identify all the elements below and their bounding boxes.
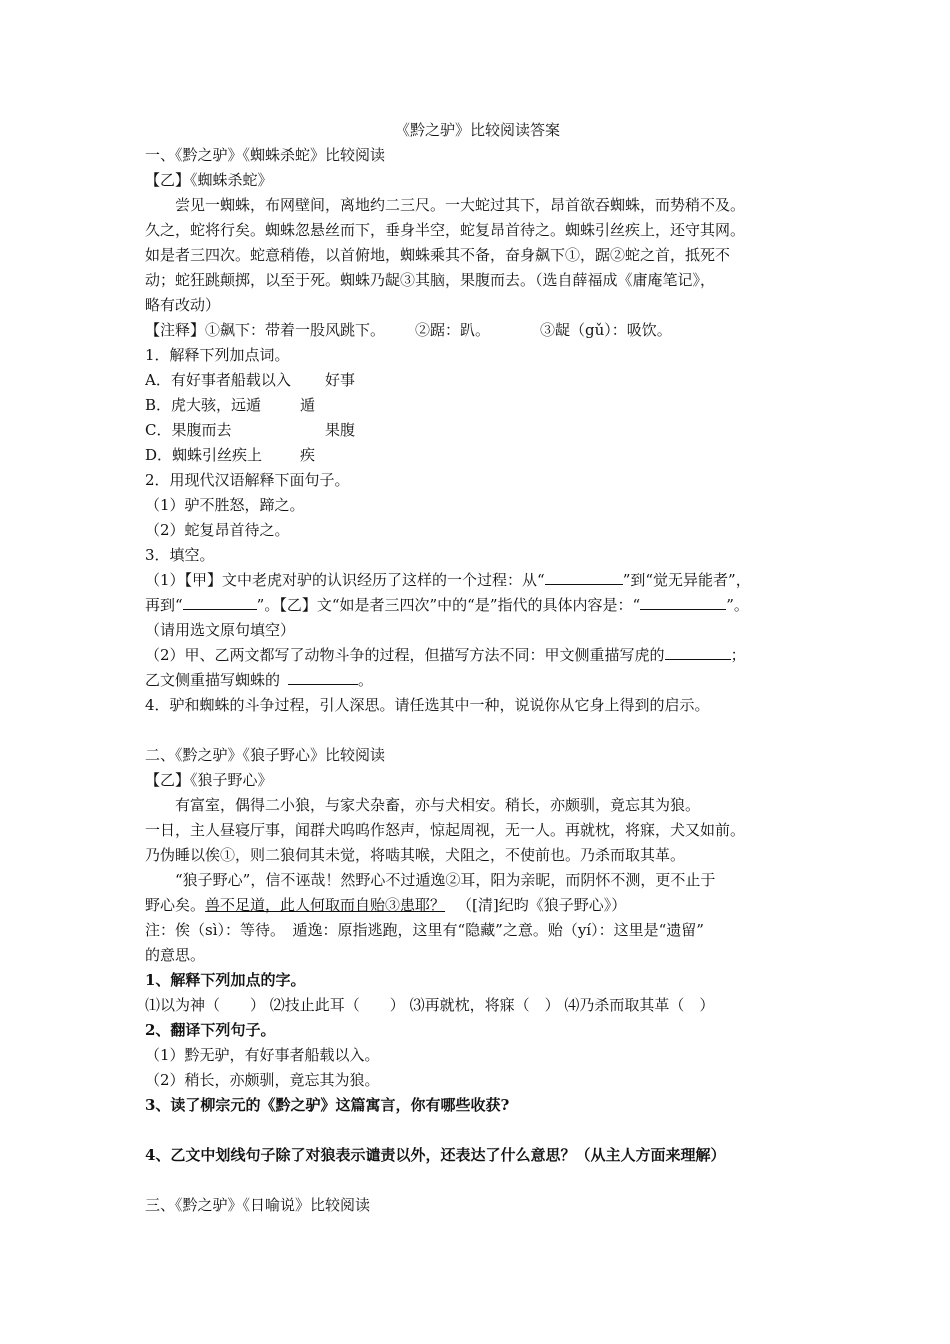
section3-heading: 三、《黔之驴》《日喻说》比较阅读 [145, 1196, 371, 1214]
question-1-items: ⑴以为神（ ） ⑵技止此耳（ ） ⑶再就枕，将寐（ ） ⑷乃杀而取其革（ ） [145, 996, 715, 1014]
answer-blank[interactable] [640, 595, 726, 610]
section2-passage-line: 有富室，偶得二小狼，与家犬杂畜，亦与犬相安。稍长，亦颇驯，竟忘其为狼。 [175, 796, 701, 814]
question-2-item: （1）黔无驴，有好事者船载以入。 [145, 1046, 380, 1064]
section1-passage-line: 略有改动） [145, 296, 221, 314]
question-2-item: （1）驴不胜怒，蹄之。 [145, 496, 305, 514]
question-2: 2．用现代汉语解释下面句子。 [145, 471, 350, 489]
note-item: 【注释】①飙下：带着一股风跳下。 [145, 321, 386, 339]
answer-blank[interactable] [288, 670, 358, 685]
section1-passage-line: 动；蛇狂跳颠掷，以至于死。蜘蛛乃龊③其脑，果腹而去。（选自薛福成《庸庵笔记》， [145, 271, 716, 289]
question-3: 3．填空。 [145, 546, 215, 564]
section1-passage-line: 如是者三四次。蛇意稍倦，以首俯地，蜘蛛乘其不备，奋身飙下①，踞②蛇之首，抵死不 [145, 246, 731, 264]
question-2-item: （2）蛇复昂首待之。 [145, 521, 290, 539]
section2-notes: 注：俟（sì）：等待。 遁逸：原指逃跑，这里有“隐藏”之意。贻（yí）：这里是“遗留” [145, 921, 704, 939]
source-citation: （[清]纪昀《狼子野心》） [457, 896, 627, 914]
note-item: ③龊（gǔ）：吸饮。 [540, 321, 672, 339]
answer-blank[interactable] [665, 645, 731, 660]
section1-notes [145, 318, 810, 343]
question-3-line: （请用选文原句填空） [145, 621, 296, 639]
answer-blank[interactable] [545, 570, 623, 585]
question-1: 1、解释下列加点的字。 [145, 971, 306, 989]
section1-subtitle: 【乙】《蜘蛛杀蛇》 [145, 171, 273, 189]
question-1-item: D．蜘蛛引丝疾上 疾 [145, 446, 316, 464]
question-1-item: A．有好事者船载以入 好事 [145, 371, 356, 389]
underlined-sentence: 兽不足道，此人何取而自贻③患耶？ [205, 896, 446, 914]
question-4: 4．驴和蜘蛛的斗争过程，引人深思。请任选其中一种，说说你从它身上得到的启示。 [145, 696, 710, 714]
question-1-item: C．果腹而去 果腹 [145, 421, 356, 439]
question-2: 2、翻译下列句子。 [145, 1021, 276, 1039]
section1-heading: 一、《黔之驴》《蜘蛛杀蛇》比较阅读 [145, 146, 386, 164]
question-3: 3、读了柳宗元的《黔之驴》这篇寓言，你有哪些收获? [145, 1096, 510, 1114]
question-1-item: B．虎大骇，远遁 遁 [145, 396, 316, 414]
section2-heading: 二、《黔之驴》《狼子野心》比较阅读 [145, 746, 386, 764]
question-3-line: （1）【甲】文中老虎对驴的认识经历了这样的一个过程：从“ ”到“觉无异能者”， [145, 571, 751, 589]
section2-passage-line: 野心矣。兽不足道，此人何取而自贻③患耶？ （[清]纪昀《狼子野心》） [145, 896, 627, 914]
question-3-line: 再到“ ”。【乙】文“如是者三四次”中的“是”指代的具体内容是：“ ”。 [145, 596, 749, 614]
note-item: ②踞：趴。 [415, 321, 491, 339]
section1-passage-line: 尝见一蜘蛛，布网壁间，离地约二三尺。一大蛇过其下，昂首欲吞蜘蛛，而势稍不及。 [175, 196, 746, 214]
document-page [145, 118, 810, 1218]
answer-blank[interactable] [183, 595, 257, 610]
section1-passage-line: 久之，蛇将行矣。蜘蛛忽悬丝而下，垂身半空，蛇复昂首待之。蜘蛛引丝疾上，还守其网。 [145, 221, 746, 239]
question-1: 1．解释下列加点词。 [145, 346, 290, 364]
section2-passage-line: “狼子野心”，信不诬哉！然野心不过遁逸②耳，阳为亲昵，而阴怀不测，更不止于 [175, 871, 716, 889]
section2-passage-line: 一日，主人昼寝厅事，闻群犬呜呜作怒声，惊起周视，无一人。再就枕，将寐，犬又如前。 [145, 821, 746, 839]
section2-subtitle: 【乙】《狼子野心》 [145, 771, 273, 789]
question-2-item: （2）稍长，亦颇驯，竟忘其为狼。 [145, 1071, 380, 1089]
question-3-line: （2）甲、乙两文都写了动物斗争的过程，但描写方法不同：甲文侧重描写虎的 ； [145, 646, 746, 664]
section2-notes: 的意思。 [145, 946, 206, 964]
question-3-line: 乙文侧重描写蜘蛛的 。 [145, 671, 374, 689]
question-4: 4、乙文中划线句子除了对狼表示谴责以外，还表达了什么意思？（从主人方面来理解） [145, 1146, 726, 1164]
section2-passage-line: 乃伪睡以俟①，则二狼伺其未觉，将啮其喉，犬阻之，不使前也。乃杀而取其革。 [145, 846, 686, 864]
document-title: 《黔之驴》比较阅读答案 [394, 121, 560, 139]
